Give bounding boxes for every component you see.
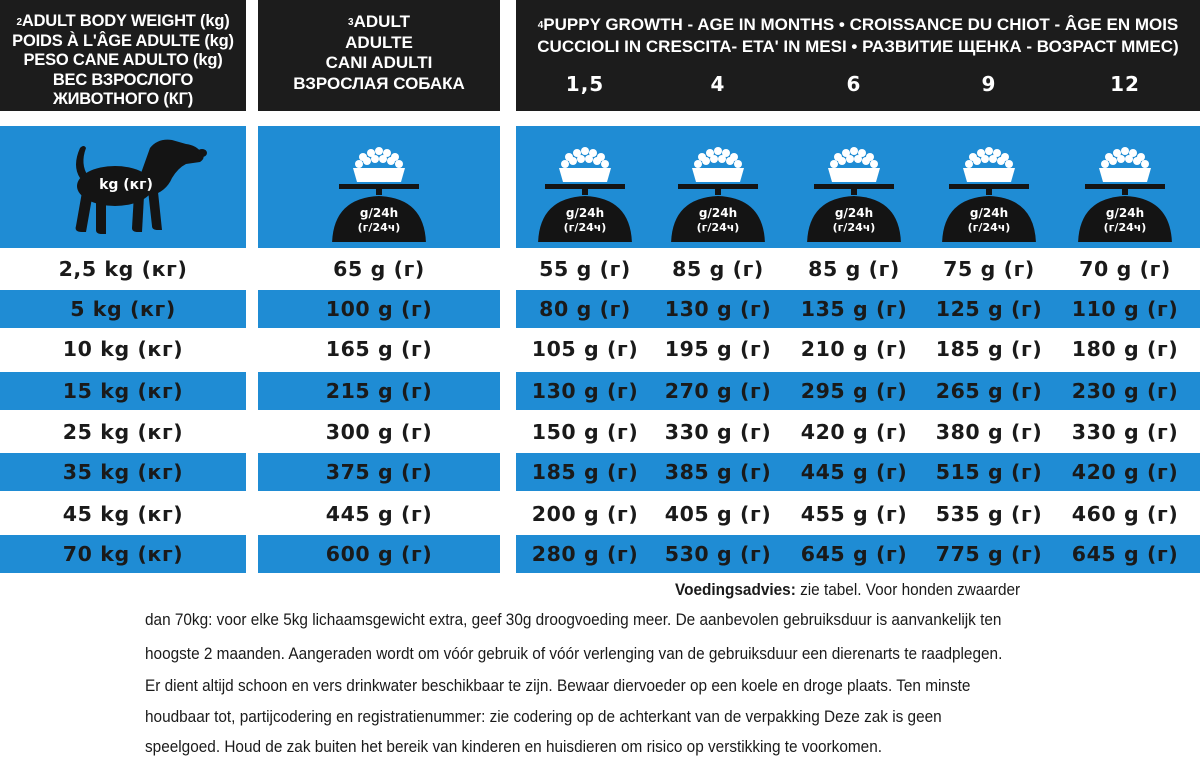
puppy-portion-cell: 380 g (г) (935, 420, 1043, 444)
adult-portion-cell: 100 g (г) (325, 297, 433, 321)
feeding-advice-line: hoogste 2 maanden. Aangeraden wordt om vóór gebruik of vóór verlenging van de gebruiksduur een dierenarts te raadplegen. (145, 645, 1003, 663)
bowl-label-per-day-ru: (г/24ч) (832, 221, 876, 234)
bowl-label-per-day-ru: (г/24ч) (1103, 221, 1147, 234)
puppy-portion-cell: 330 g (г) (1071, 420, 1179, 444)
age-label: 6 (846, 72, 862, 96)
feeding-advice-title: Voedingsadvies: (675, 581, 796, 599)
puppy-portion-cell: 55 g (г) (539, 257, 631, 281)
age-months-row (516, 73, 1200, 99)
weight-cell: 15 kg (кг) (62, 379, 184, 403)
bowl-label-per-day-ru: (г/24ч) (563, 221, 607, 234)
food-bowl-icon (535, 142, 635, 242)
puppy-portion-cell: 460 g (г) (1071, 502, 1179, 526)
bowl-label-per-day: g/24h (834, 206, 874, 220)
puppy-portion-cell: 270 g (г) (664, 379, 772, 403)
header-puppy-line-1: PUPPY GROWTH - AGE IN MONTHS • CROISSANCE DU CHIOT - ÂGE EN MOIS (543, 15, 1179, 34)
header-puppy-growth (516, 0, 1200, 111)
puppy-portion-cell: 180 g (г) (1071, 337, 1179, 361)
puppy-portion-cell: 775 g (г) (935, 542, 1043, 566)
footnote-marker: 3 (348, 17, 354, 28)
adult-portion-cell: 445 g (г) (325, 502, 433, 526)
table-row (0, 413, 1200, 451)
header-adult-line-ru: ВЗРОСЛАЯ СОБАКА (293, 73, 465, 93)
puppy-portion-cell: 530 g (г) (664, 542, 772, 566)
footnote-marker: 4 (537, 20, 544, 31)
puppy-portion-cell: 280 g (г) (531, 542, 639, 566)
puppy-portion-cell: 535 g (г) (935, 502, 1043, 526)
weight-cell: 70 kg (кг) (62, 542, 184, 566)
puppy-portion-cell: 80 g (г) (539, 297, 631, 321)
footnote-marker: 2 (16, 17, 22, 28)
puppy-bowl-band (516, 126, 1200, 248)
puppy-portion-cell: 645 g (г) (1071, 542, 1179, 566)
puppy-portion-cell: 445 g (г) (800, 460, 908, 484)
bowl-label-per-day-ru: (г/24ч) (696, 221, 740, 234)
food-bowl-icon (329, 142, 429, 242)
puppy-portion-cell: 150 g (г) (531, 420, 639, 444)
header-adult-body-weight (0, 0, 246, 111)
puppy-portion-cell: 295 g (г) (800, 379, 908, 403)
puppy-portion-cell: 195 g (г) (664, 337, 772, 361)
bowl-label-per-day: g/24h (698, 206, 738, 220)
food-bowl-icon (804, 142, 904, 242)
age-label: 9 (981, 72, 997, 96)
adult-portion-cell: 215 g (г) (325, 379, 433, 403)
puppy-portion-cell: 420 g (г) (1071, 460, 1179, 484)
weight-cell: 10 kg (кг) (62, 337, 184, 361)
feeding-advice-line: houdbaar tot, partijcodering en registratienummer: zie codering op de achterkant van de verpakking Deze zak is geen (145, 708, 942, 726)
weight-cell: 25 kg (кг) (62, 420, 184, 444)
adult-portion-cell: 65 g (г) (333, 257, 425, 281)
puppy-portion-cell: 645 g (г) (800, 542, 908, 566)
adult-bowl-band (258, 126, 500, 248)
header-adult-line-it: CANI ADULTI (325, 53, 433, 72)
weight-cell: 5 kg (кг) (70, 297, 176, 321)
puppy-portion-cell: 185 g (г) (531, 460, 639, 484)
table-row (0, 372, 1200, 410)
bowl-label-per-day-ru: (г/24ч) (967, 221, 1011, 234)
bowl-label-per-day: g/24h (969, 206, 1009, 220)
table-row (0, 290, 1200, 328)
adult-portion-cell: 300 g (г) (325, 420, 433, 444)
header-puppy-line-2: CUCCIOLI IN CRESCITA- ETA' IN MESI • РАЗВИТИЕ ЩЕНКА - ВОЗРАСТ ММЕС) (537, 37, 1179, 56)
age-label: 4 (710, 72, 726, 96)
table-row (0, 250, 1200, 288)
puppy-portion-cell: 200 g (г) (531, 502, 639, 526)
puppy-portion-cell: 75 g (г) (943, 257, 1035, 281)
bowl-label-per-day: g/24h (1105, 206, 1145, 220)
puppy-portion-cell: 515 g (г) (935, 460, 1043, 484)
puppy-portion-cell: 185 g (г) (935, 337, 1043, 361)
dog-icon-band (0, 126, 246, 248)
food-bowl-icon (668, 142, 768, 242)
dog-weight-label: kg (кг) (99, 177, 153, 193)
puppy-portion-cell: 265 g (г) (935, 379, 1043, 403)
puppy-portion-cell: 330 g (г) (664, 420, 772, 444)
feeding-advice-line: Er dient altijd schoon en vers drinkwater beschikbaar te zijn. Bewaar diervoeder op een koele en droge plaats. Ten minste (145, 677, 971, 695)
puppy-portion-cell: 420 g (г) (800, 420, 908, 444)
header-adult-line-fr: ADULTE (345, 32, 413, 52)
weight-cell: 35 kg (кг) (62, 460, 184, 484)
feeding-advice-text: zie tabel. Voor honden zwaarder (795, 581, 1021, 599)
header-weight-line-fr: POIDS À L'ÂGE ADULTE (kg) (12, 31, 234, 50)
puppy-portion-cell: 85 g (г) (808, 257, 900, 281)
puppy-portion-cell: 230 g (г) (1071, 379, 1179, 403)
weight-cell: 45 kg (кг) (62, 502, 184, 526)
puppy-portion-cell: 130 g (г) (664, 297, 772, 321)
puppy-portion-cell: 385 g (г) (664, 460, 772, 484)
table-row (0, 535, 1200, 573)
table-row (0, 330, 1200, 368)
puppy-portion-cell: 105 g (г) (531, 337, 639, 361)
adult-portion-cell: 165 g (г) (325, 337, 433, 361)
bowl-label-per-day-ru: (г/24ч) (357, 221, 401, 234)
table-row (0, 495, 1200, 533)
adult-portion-cell: 375 g (г) (325, 460, 433, 484)
feeding-advice-line: dan 70kg: voor elke 5kg lichaamsgewicht extra, geef 30g droogvoeding meer. De aanbevolen gebruiksduur is aanvankelijk ten (145, 611, 1002, 629)
header-weight-line-it: PESO CANE ADULTO (kg) (23, 51, 223, 69)
puppy-portion-cell: 85 g (г) (672, 257, 764, 281)
header-weight-line-ru: ВЕС ВЗРОСЛОГО ЖИВОТНОГО (КГ) (52, 70, 194, 108)
age-label: 1,5 (565, 72, 605, 96)
dog-silhouette-icon (0, 126, 246, 248)
weight-cell: 2,5 kg (кг) (58, 257, 188, 281)
food-bowl-icon (939, 142, 1039, 242)
bowl-label-per-day: g/24h (359, 206, 399, 220)
bowl-label-per-day: g/24h (565, 206, 605, 220)
adult-portion-cell: 600 g (г) (325, 542, 433, 566)
age-label: 12 (1110, 72, 1140, 96)
puppy-portion-cell: 125 g (г) (935, 297, 1043, 321)
puppy-portion-cell: 135 g (г) (800, 297, 908, 321)
header-adult (258, 0, 500, 111)
feeding-advice-first-line (675, 581, 1020, 600)
puppy-portion-cell: 70 g (г) (1079, 257, 1171, 281)
puppy-portion-cell: 455 g (г) (800, 502, 908, 526)
puppy-portion-cell: 210 g (г) (800, 337, 908, 361)
header-adult-line-en: ADULT (353, 12, 410, 31)
puppy-portion-cell: 405 g (г) (664, 502, 772, 526)
food-bowl-icon (1075, 142, 1175, 242)
header-weight-line-en: ADULT BODY WEIGHT (kg) (21, 12, 230, 30)
puppy-portion-cell: 110 g (г) (1071, 297, 1179, 321)
table-row (0, 453, 1200, 491)
puppy-portion-cell: 130 g (г) (531, 379, 639, 403)
feeding-advice-line: speelgoed. Houd de zak buiten het bereik van kinderen en huisdieren om risico op verstikking te voorkomen. (145, 738, 882, 756)
